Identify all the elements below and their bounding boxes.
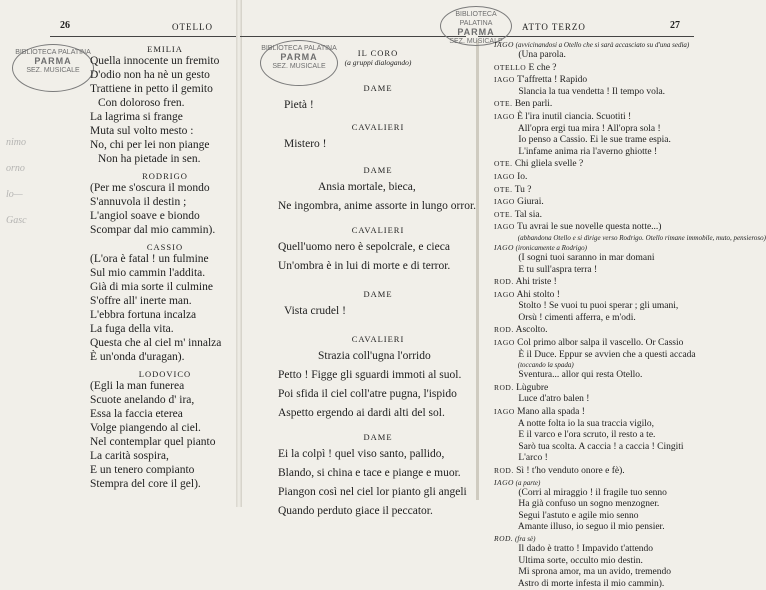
verse-line: Mistero ! bbox=[284, 138, 327, 150]
verse-line: Non ha pietade in sen. bbox=[98, 153, 201, 165]
verse-line: Muta sul volto mesto : bbox=[90, 125, 194, 137]
dialogue-row bbox=[494, 243, 700, 253]
verse-block bbox=[278, 225, 478, 273]
dialogue-text: È il Duce. Eppur se avvien che a questi accada bbox=[518, 349, 696, 360]
speaker-name: CAVALIERI bbox=[351, 122, 405, 132]
dialogue-row bbox=[494, 221, 700, 234]
right-text-column bbox=[494, 40, 766, 590]
verse-line: Quella innocente un fremito bbox=[90, 55, 220, 67]
stage-direction: (abbandona Otello e si dirige verso Rodrigo. Otello rimane immobile, muto, pensieroso) bbox=[517, 233, 766, 242]
stage-direction: (toccando la spada) bbox=[517, 361, 574, 370]
speaker-name: IAGO bbox=[494, 477, 514, 487]
dialogue-row bbox=[494, 579, 700, 590]
dialogue-text: Amante illuso, io seguo il mio pensier. bbox=[517, 522, 665, 533]
dialogue-row bbox=[494, 465, 700, 478]
dialogue-row bbox=[494, 406, 700, 419]
dialogue-text: T'affretta ! Rapido bbox=[516, 75, 588, 86]
dialogue-row bbox=[494, 40, 700, 50]
dialogue-row bbox=[494, 337, 700, 350]
speaker-name: OTE. bbox=[494, 159, 513, 169]
center-text-column bbox=[278, 48, 478, 518]
speaker-name: OTE. bbox=[494, 184, 513, 194]
dialogue-text: Tal sia. bbox=[514, 209, 542, 220]
verse-line: Quando perduto giace il peccator. bbox=[278, 505, 433, 517]
dialogue-text: E che ? bbox=[528, 62, 557, 73]
verse-block bbox=[278, 432, 478, 518]
speaker-name: IAGO bbox=[494, 338, 515, 348]
speaker-name: DAME bbox=[363, 165, 393, 175]
dialogue-row bbox=[494, 382, 700, 395]
verse-block bbox=[278, 83, 478, 112]
speaker-name: ROD. bbox=[494, 533, 514, 543]
verse-line: Stempra del core il gel). bbox=[90, 478, 201, 490]
dialogue-row bbox=[494, 276, 700, 289]
dialogue-text: Sì ! t'ho venduto onore e fè). bbox=[516, 466, 625, 476]
dialogue-row bbox=[494, 253, 700, 265]
dialogue-text: Lùgubre bbox=[516, 382, 549, 393]
speaker-name: ROD. bbox=[494, 277, 514, 287]
verse-line: Aspetto ergendo ai dardi alti del sol. bbox=[278, 407, 445, 419]
verse-line: Ne ingombra, anime assorte in lungo orror. bbox=[278, 200, 477, 212]
dialogue-row bbox=[494, 301, 700, 313]
center-page bbox=[240, 0, 478, 517]
verse-line: Questa che al ciel m' innalza bbox=[90, 337, 222, 349]
dialogue-text: Stolto ! Se vuoi tu puoi sperar ; gli umani, bbox=[518, 301, 679, 312]
library-stamp: BIBLIOTECA PALATINA PARMA SEZ. MUSICALE bbox=[440, 6, 512, 46]
verse-line: (Egli la man funerea bbox=[90, 380, 185, 392]
left-page bbox=[0, 0, 238, 507]
verse-line: No, chi per lei non piange bbox=[90, 139, 210, 151]
dialogue-row bbox=[494, 265, 700, 277]
verse-block bbox=[278, 165, 478, 213]
speaker-name: DAME bbox=[363, 289, 393, 299]
dialogue-text: Ascolto. bbox=[515, 325, 548, 336]
dialogue-row bbox=[494, 98, 700, 111]
dialogue-text: Ahi triste ! bbox=[515, 277, 557, 288]
speaker-name: LODOVICO bbox=[138, 369, 192, 379]
verse-line: Strazia coll'ugna l'orrido bbox=[318, 350, 431, 362]
dialogue-text: (Una parola. bbox=[518, 50, 566, 60]
verse-line: Nel contemplar quel pianto bbox=[90, 436, 216, 448]
dialogue-row bbox=[494, 361, 700, 370]
stage-direction: (fra sè) bbox=[515, 534, 536, 543]
dialogue-text: Chi gliela svelle ? bbox=[514, 159, 584, 170]
verse-line: Quell'uomo nero è sepolcrale, e cieca bbox=[278, 241, 450, 253]
dialogue-row bbox=[494, 544, 700, 556]
dialogue-text: Sarò tua scolta. A caccia ! a caccia ! Cingiti bbox=[518, 441, 684, 452]
verse-line: S'offre all' inerte man. bbox=[90, 295, 192, 307]
dialogue-text: Mi sprona amor, ma un avido, tremendo bbox=[518, 567, 672, 578]
dialogue-text: All'opra ergi tua mira ! All'opra sola ! bbox=[517, 123, 661, 134]
speaker-name: CAVALIERI bbox=[351, 334, 405, 344]
dialogue-text: Col primo albor salpa il vascello. Or Cassio bbox=[517, 338, 684, 349]
verse-block bbox=[278, 334, 478, 420]
speaker-name: IAGO bbox=[494, 171, 515, 181]
verse-line: La fuga della vita. bbox=[90, 323, 174, 335]
verse-line: Blando, si china e tace e piange e muor. bbox=[278, 467, 461, 479]
verse-line: Essa la faccia eterea bbox=[90, 408, 183, 420]
dialogue-row bbox=[494, 62, 700, 75]
dialogue-text: Ultima sorte, occulto mio destin. bbox=[518, 555, 643, 566]
dialogue-text: Mano alla spada ! bbox=[517, 407, 585, 418]
speaker-name: RODRIGO bbox=[142, 171, 188, 181]
speaker-name: CAVALIERI bbox=[351, 225, 405, 235]
dialogue-row bbox=[494, 171, 700, 184]
dialogue-text: Ben parli. bbox=[514, 99, 553, 110]
speaker-name: IAGO bbox=[494, 242, 514, 252]
verse-line: S'annuvola il destin ; bbox=[90, 196, 187, 208]
dialogue-row bbox=[494, 74, 700, 87]
dialogue-text: Orsù ! cimenti afferra, e m'odi. bbox=[518, 312, 636, 323]
dialogue-row bbox=[494, 430, 700, 442]
speaker-name: OTE. bbox=[494, 209, 513, 219]
verse-line: Con doloroso fren. bbox=[98, 97, 185, 109]
speaker-name: IAGO bbox=[494, 75, 515, 85]
speaker-name: OTELLO bbox=[494, 62, 527, 72]
dialogue-row bbox=[494, 442, 700, 454]
speaker-name: ROD. bbox=[494, 466, 514, 475]
verse-line: Petto ! Figge gli sguardi immoti al suol. bbox=[278, 369, 462, 381]
verse-line: Sul mio cammin l'addita. bbox=[90, 267, 206, 279]
verse-line: Già di mia sorte il culmine bbox=[90, 281, 213, 293]
dialogue-text: Ahi stolto ! bbox=[516, 289, 560, 300]
dialogue-row bbox=[494, 289, 700, 302]
verse-block bbox=[278, 122, 478, 151]
dialogue-text: E il varco e l'ora scruto, il resto a te. bbox=[518, 430, 656, 441]
speaker-name: DAME bbox=[363, 432, 393, 442]
speaker-name: OTE. bbox=[494, 99, 513, 109]
dialogue-row bbox=[494, 453, 700, 465]
bleed-through-text: nimo orno lo— Gasc bbox=[6, 137, 27, 226]
dialogue-row bbox=[494, 233, 766, 243]
dialogue-row bbox=[494, 394, 700, 406]
dialogue-text: Il dado è tratto ! Impavido t'attendo bbox=[518, 543, 654, 554]
dialogue-row bbox=[494, 135, 700, 147]
speaker-name: DAME bbox=[363, 83, 393, 93]
verse-line: Scompar dal mio cammin). bbox=[90, 224, 216, 236]
verse-block bbox=[90, 369, 240, 491]
dialogue-text: Sventura... allor qui resta Otello. bbox=[518, 370, 643, 381]
running-header-left: OTELLO bbox=[172, 22, 213, 32]
right-page bbox=[449, 0, 766, 589]
verse-line: La lagrima si frange bbox=[90, 111, 183, 123]
verse-block bbox=[90, 242, 240, 364]
dialogue-row bbox=[494, 478, 700, 488]
dialogue-text: Tu avrai le sue novelle questa notte...) bbox=[516, 222, 662, 233]
header-rule bbox=[240, 36, 466, 37]
dialogue-row bbox=[494, 124, 700, 136]
speaker-name: CASSIO bbox=[146, 242, 184, 252]
verse-line: Piangon così nel ciel lor pianto gli angeli bbox=[278, 486, 467, 498]
dialogue-row bbox=[494, 350, 700, 362]
dialogue-text: (I sogni tuoi saranno in mar domani bbox=[518, 252, 655, 263]
speaker-name: EMILIA bbox=[147, 44, 183, 54]
speaker-name: IAGO bbox=[494, 407, 515, 417]
dialogue-row bbox=[494, 158, 700, 171]
verse-line: L'angiol soave e biondo bbox=[90, 210, 200, 222]
dialogue-row bbox=[494, 111, 700, 124]
dialogue-row bbox=[494, 196, 700, 209]
verse-line: Poi sfida il ciel coll'atre pugna, l'ispido bbox=[278, 388, 457, 400]
library-stamp: BIBLIOTECA PALATINA PARMA SEZ. MUSICALE bbox=[260, 40, 338, 86]
left-text-column bbox=[90, 44, 240, 496]
verse-line: Un'ombra è in lui di morte e di terror. bbox=[278, 260, 451, 272]
verse-line: Ansia mortale, bieca, bbox=[318, 181, 416, 193]
dialogue-text: Io penso a Cassio. Ei le sue trame espia. bbox=[518, 135, 671, 146]
speaker-name: IL CORO bbox=[357, 48, 399, 58]
dialogue-row bbox=[494, 556, 700, 568]
verse-line: La carità sospira, bbox=[90, 450, 169, 462]
dialogue-text: Slancia la tua vendetta ! Il tempo vola. bbox=[518, 86, 666, 97]
verse-block bbox=[90, 171, 240, 237]
speaker-name: ROD. bbox=[494, 325, 514, 335]
dialogue-row bbox=[494, 567, 700, 579]
dialogue-text: E tu sull'aspra terra ! bbox=[518, 264, 598, 275]
dialogue-row bbox=[494, 522, 700, 534]
verse-line: E un tenero compianto bbox=[90, 464, 195, 476]
dialogue-text: L'arco ! bbox=[518, 453, 548, 464]
dialogue-row bbox=[494, 50, 700, 62]
verse-line: Trattiene in petto il gemito bbox=[90, 83, 213, 95]
dialogue-row bbox=[494, 184, 700, 197]
speaker-name: ROD. bbox=[494, 382, 514, 392]
header-rule bbox=[50, 36, 238, 37]
dialogue-row bbox=[494, 370, 700, 382]
page-number-left: 26 bbox=[60, 20, 70, 31]
verse-line: (L'ora è fatal ! un fulmine bbox=[90, 253, 209, 265]
speaker-name: IAGO bbox=[494, 222, 515, 232]
stage-direction: (a parte) bbox=[515, 478, 541, 487]
verse-block bbox=[90, 44, 240, 166]
verse-block bbox=[278, 48, 478, 67]
dialogue-text: Giurai. bbox=[517, 197, 544, 208]
verse-line: L'ebbra fortuna incalza bbox=[90, 309, 197, 321]
dialogue-row bbox=[494, 419, 700, 431]
verse-line: Scuote anelando d' ira, bbox=[90, 394, 195, 406]
verse-line: Volge piangendo al ciel. bbox=[90, 422, 201, 434]
dialogue-text: Luce d'atro balen ! bbox=[518, 394, 590, 405]
stage-direction: (avvicinandosi a Otello che si sarà accasciato su d'una sedia) bbox=[515, 41, 690, 49]
dialogue-row bbox=[494, 87, 700, 99]
dialogue-row bbox=[494, 209, 700, 222]
speaker-name: IAGO bbox=[494, 289, 515, 299]
page-number-right: 27 bbox=[670, 20, 680, 31]
dialogue-row bbox=[494, 511, 700, 523]
dialogue-row bbox=[494, 499, 700, 511]
dialogue-text: Astro di morte infesta il mio cammin). bbox=[517, 578, 665, 589]
stage-direction: (ironicamente a Rodrigo) bbox=[515, 243, 587, 252]
dialogue-text: L'infame anima ria l'averno ghiotte ! bbox=[518, 146, 658, 157]
dialogue-row bbox=[494, 147, 700, 159]
verse-line: Vista crudel ! bbox=[284, 305, 346, 317]
dialogue-text: Tu ? bbox=[514, 184, 532, 195]
dialogue-row bbox=[494, 313, 700, 325]
verse-line: È un'onda d'uragan). bbox=[90, 351, 185, 363]
dialogue-text: Io. bbox=[517, 171, 528, 182]
stage-direction: (a gruppi dialogando) bbox=[344, 58, 412, 67]
dialogue-row bbox=[494, 488, 700, 500]
dialogue-text: Segui l'astuto e agile mio senno bbox=[518, 510, 639, 521]
verse-line: Ei la colpì ! quel viso santo, pallido, bbox=[278, 448, 445, 460]
dialogue-text: A notte folta io la sua traccia vigilo, bbox=[517, 418, 654, 429]
speaker-name: IAGO bbox=[494, 40, 514, 49]
verse-line: (Per me s'oscura il mondo bbox=[90, 182, 210, 194]
verse-block bbox=[278, 289, 478, 318]
dialogue-text: (Corri al miraggio ! il fragile tuo senno bbox=[518, 487, 667, 498]
dialogue-text: È l'ira inutil ciancia. Scuotiti ! bbox=[517, 111, 632, 122]
dialogue-row bbox=[494, 534, 700, 544]
verse-line: Pietà ! bbox=[284, 99, 314, 111]
speaker-name: IAGO bbox=[494, 197, 515, 207]
dialogue-row bbox=[494, 324, 700, 337]
verse-line: D'odio non ha nè un gesto bbox=[90, 69, 210, 81]
library-stamp: BIBLIOTECA PALATINA PARMA SEZ. MUSICALE bbox=[12, 44, 94, 92]
running-header-right: ATTO TERZO bbox=[522, 22, 586, 32]
speaker-name: IAGO bbox=[494, 111, 515, 121]
dialogue-text: Ha già confuso un sogno menzogner. bbox=[518, 499, 660, 510]
